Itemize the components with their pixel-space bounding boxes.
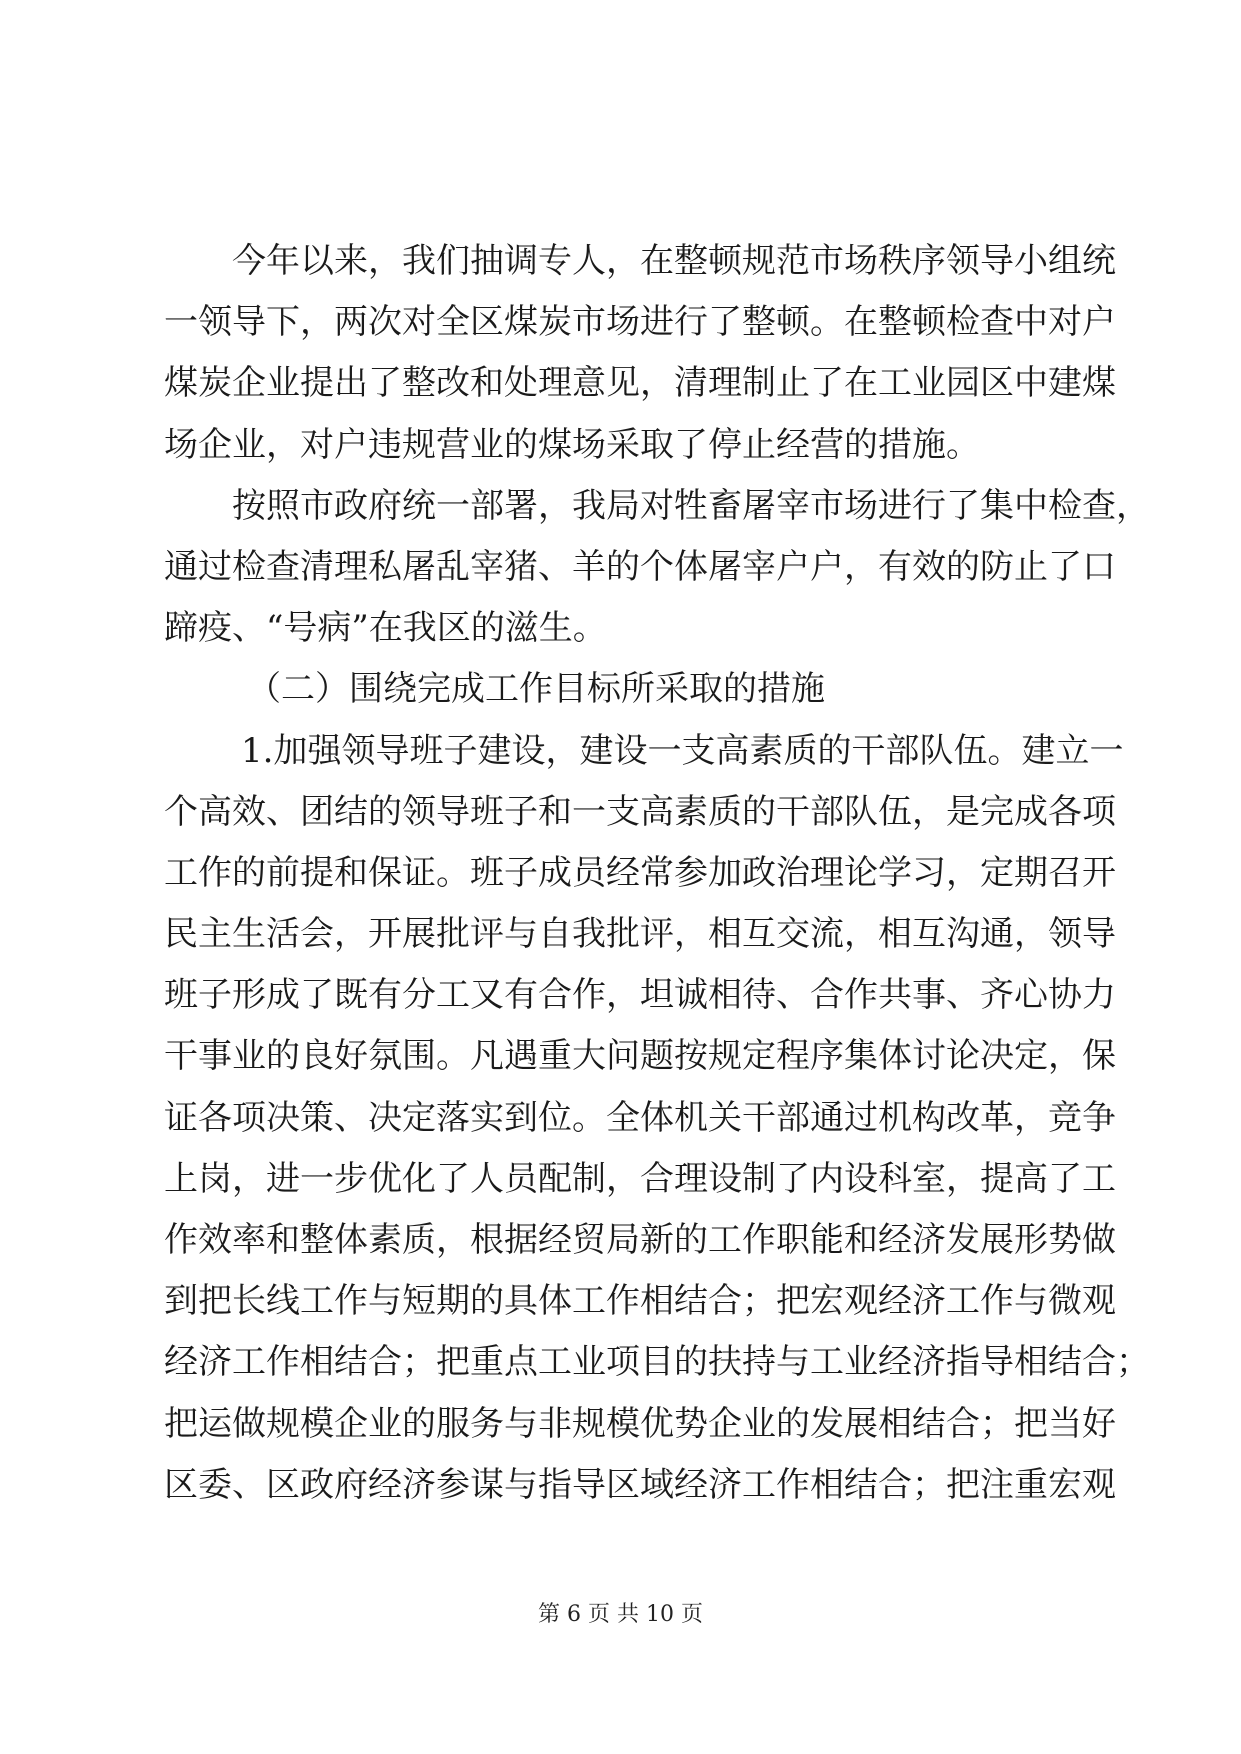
page-number-footer: 第 6 页 共 10 页 [538, 1602, 703, 1627]
text-line: 今年以来，我们抽调专人，在整顿规范市场秩序领导小组统 [232, 241, 1116, 281]
text-line: 经济工作相结合；把重点工业项目的扶持与工业经济指导相结合； [164, 1342, 1150, 1383]
text-line: 个高效、团结的领导班子和一支高素质的干部队伍，是完成各项 [164, 791, 1116, 832]
paragraph-slaughter-inspection [164, 476, 1150, 660]
section-heading [164, 659, 1084, 720]
text-line: 煤炭企业提出了整改和处理意见，清理制止了在工业园区中建煤 [164, 363, 1116, 404]
text-line: 场企业，对户违规营业的煤场采取了停止经营的措施。 [164, 424, 980, 465]
text-line: 到把长线工作与短期的具体工作相结合；把宏观经济工作与微观 [164, 1281, 1116, 1322]
text-line: 证各项决策、决定落实到位。全体机关干部通过机构改革，竞争 [164, 1097, 1116, 1138]
text-line: 工作的前提和保证。班子成员经常参加政治理论学习，定期召开 [164, 852, 1116, 893]
text-line: 一领导下，两次对全区煤炭市场进行了整顿。在整顿检查中对户 [164, 302, 1116, 343]
text-line: 把运做规模企业的服务与非规模优势企业的发展相结合；把当好 [164, 1403, 1116, 1444]
document-body [164, 231, 1150, 1516]
text-line: 区委、区政府经济参谋与指导区域经济工作相结合；把注重宏观 [164, 1464, 1116, 1505]
text-line: 作效率和整体素质，根据经贸局新的工作职能和经济发展形势做 [164, 1220, 1116, 1260]
text-line: 按照市政府统一部署，我局对牲畜屠宰市场进行了集中检查， [232, 485, 1150, 526]
text-line: 干事业的良好氛围。凡遇重大问题按规定程序集体讨论决定，保 [164, 1036, 1116, 1077]
text-line: 1.加强领导班子建设，建设一支高素质的干部队伍。建立一 [241, 730, 1124, 771]
paragraph-market-rectification [164, 231, 1116, 476]
paragraph-leadership-building [164, 721, 1150, 1516]
text-line: 上岗，进一步优化了人员配制，合理设制了内设科室，提高了工 [164, 1158, 1116, 1199]
text-line: 班子形成了既有分工又有合作，坦诚相待、合作共事、齐心协力 [164, 975, 1116, 1016]
text-line: 通过检查清理私屠乱宰猪、羊的个体屠宰户户，有效的防止了口 [164, 546, 1116, 587]
text-line: 民主生活会，开展批评与自我批评，相互交流，相互沟通，领导 [164, 914, 1116, 955]
text-line: 蹄疫、“号病”在我区的滋生。 [164, 608, 607, 649]
heading-text: （二）围绕完成工作目标所采取的措施 [247, 669, 825, 710]
